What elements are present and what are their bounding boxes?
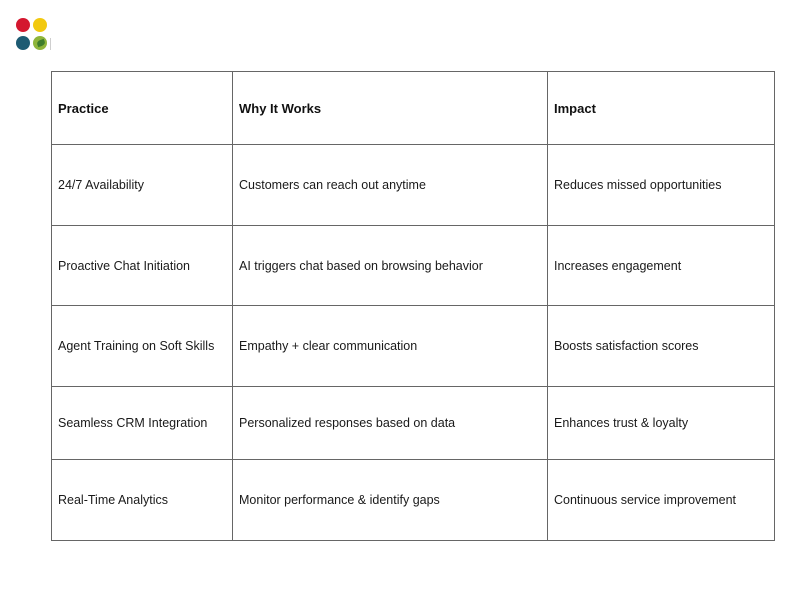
- practices-table: [51, 71, 775, 541]
- table-row: [52, 226, 775, 306]
- brand-logo: [16, 18, 50, 52]
- logo-divider: [50, 38, 51, 50]
- cell-why-it-works: Personalized responses based on data: [233, 387, 548, 460]
- cell-why-it-works: AI triggers chat based on browsing behavior: [233, 226, 548, 306]
- cell-practice: 24/7 Availability: [52, 145, 233, 226]
- cell-why-it-works: Customers can reach out anytime: [233, 145, 548, 226]
- cell-impact: Enhances trust & loyalty: [548, 387, 775, 460]
- cell-why-it-works: Monitor performance & identify gaps: [233, 460, 548, 541]
- table-row: [52, 145, 775, 226]
- table-row: [52, 460, 775, 541]
- cell-impact: Increases engagement: [548, 226, 775, 306]
- logo-dot-teal: [16, 36, 30, 50]
- table-header-row: [52, 72, 775, 145]
- cell-impact: Reduces missed opportunities: [548, 145, 775, 226]
- cell-practice: Real-Time Analytics: [52, 460, 233, 541]
- table-row: [52, 306, 775, 387]
- cell-impact: Boosts satisfaction scores: [548, 306, 775, 387]
- logo-dot-red: [16, 18, 30, 32]
- header-practice: Practice: [52, 72, 233, 145]
- table-row: [52, 387, 775, 460]
- cell-practice: Proactive Chat Initiation: [52, 226, 233, 306]
- header-impact: Impact: [548, 72, 775, 145]
- cell-practice: Seamless CRM Integration: [52, 387, 233, 460]
- logo-dot-yellow: [33, 18, 47, 32]
- cell-practice: Agent Training on Soft Skills: [52, 306, 233, 387]
- cell-why-it-works: Empathy + clear communication: [233, 306, 548, 387]
- cell-impact: Continuous service improvement: [548, 460, 775, 541]
- header-why-it-works: Why It Works: [233, 72, 548, 145]
